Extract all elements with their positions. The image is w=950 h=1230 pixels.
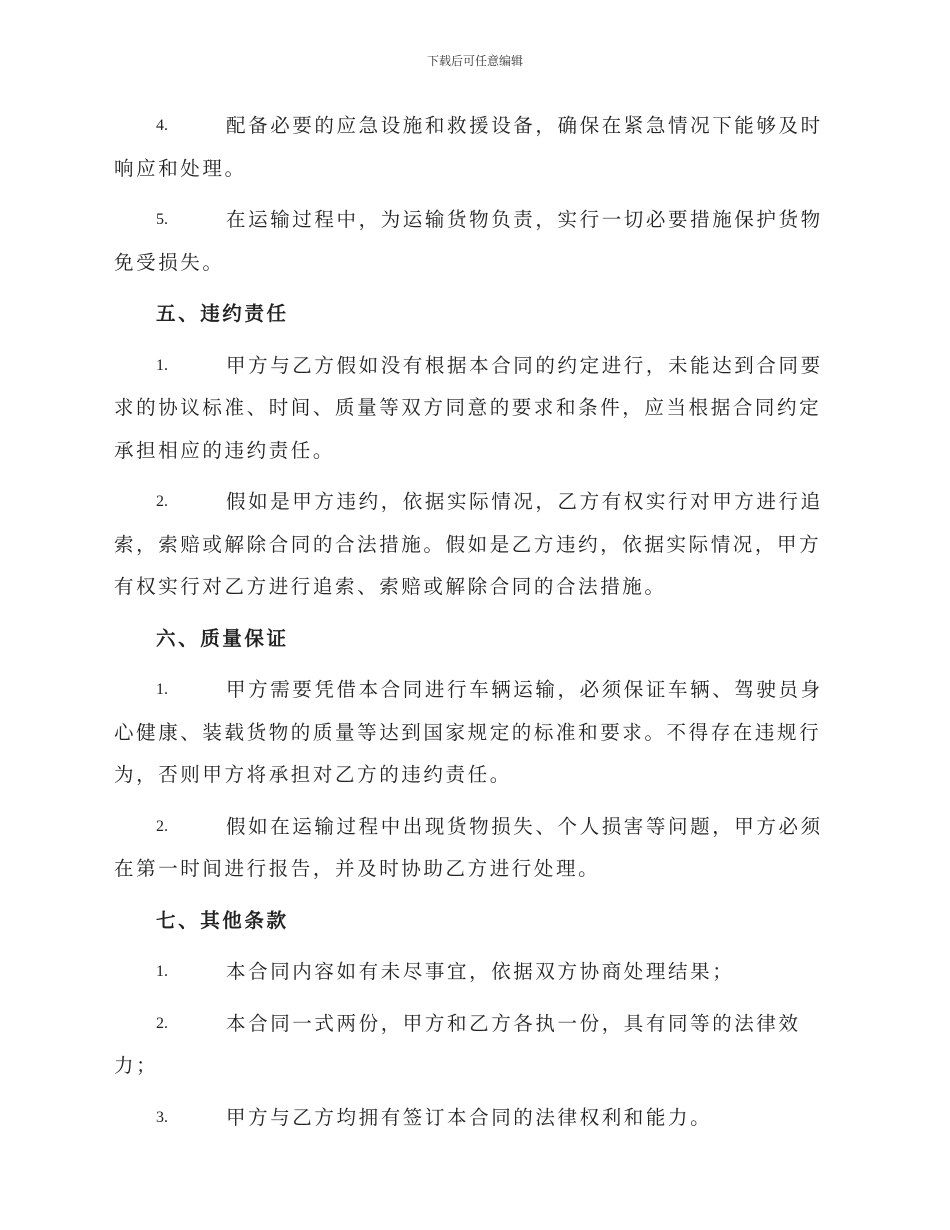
clause-text: 甲方与乙方假如没有根据本合同的约定进行，未能达到合同要求的协议标准、时间、质量等双方同意的要求和条件，应当根据合同约定承担相应的违约责任。 xyxy=(114,353,823,462)
clause-text: 甲方与乙方均拥有签订本合同的法律权利和能力。 xyxy=(226,1105,713,1129)
clause xyxy=(114,806,834,891)
clause-number: 1. xyxy=(156,963,168,980)
section-quality-guarantee xyxy=(114,618,834,891)
clause-text: 配备必要的应急设施和救援设备，确保在紧急情况下能够及时响应和处理。 xyxy=(114,114,823,180)
section-breach-liability xyxy=(114,293,834,609)
clause xyxy=(114,669,834,797)
clause xyxy=(114,105,834,190)
clause xyxy=(114,199,834,284)
clause xyxy=(114,951,834,994)
section-heading: 七、其他条款 xyxy=(156,908,289,932)
clause-text: 假如在运输过程中出现货物损失、个人损害等问题，甲方必须在第一时间进行报告，并及时协助乙方进行处理。 xyxy=(114,814,823,880)
clause-number: 2. xyxy=(156,817,168,835)
clause xyxy=(114,345,834,473)
clause-number: 5. xyxy=(156,211,168,228)
clause-text: 甲方需要凭借本合同进行车辆运输，必须保证车辆、驾驶员身心健康、装载货物的质量等达到国家规定的标准和要求。不得存在违规行为，否则甲方将承担对乙方的违约责任。 xyxy=(114,678,823,786)
page-header: 下载后可任意编辑 xyxy=(426,54,523,68)
clause-number: 1. xyxy=(156,681,168,698)
clause-text: 假如是甲方违约，依据实际情况，乙方有权实行对甲方进行追索，索赔或解除合同的合法措施。假如是乙方违约，依据实际情况，甲方有权实行对乙方进行追索、索赔或解除合同的合法措施。 xyxy=(114,490,823,598)
clause-number: 3. xyxy=(156,1108,168,1126)
document-body xyxy=(114,105,834,1139)
section-heading: 六、质量保证 xyxy=(156,626,289,650)
clause-number: 1. xyxy=(156,356,168,374)
clause-text: 在运输过程中，为运输货物负责，实行一切必要措施保护货物免受损失。 xyxy=(114,208,823,274)
clause-text: 本合同一式两份，甲方和乙方各执一份，具有同等的法律效力； xyxy=(114,1011,801,1077)
clause-text: 本合同内容如有未尽事宜，依据双方协商处理结果； xyxy=(226,960,735,983)
clause-number: 2. xyxy=(156,1014,168,1032)
section-other-terms xyxy=(114,900,834,1140)
section-heading: 五、违约责任 xyxy=(156,302,289,325)
clause-number: 4. xyxy=(156,117,168,134)
clause-number: 2. xyxy=(156,493,168,510)
clause xyxy=(114,1097,834,1140)
section-continued xyxy=(114,105,834,284)
clause xyxy=(114,1003,834,1088)
clause xyxy=(114,481,834,609)
